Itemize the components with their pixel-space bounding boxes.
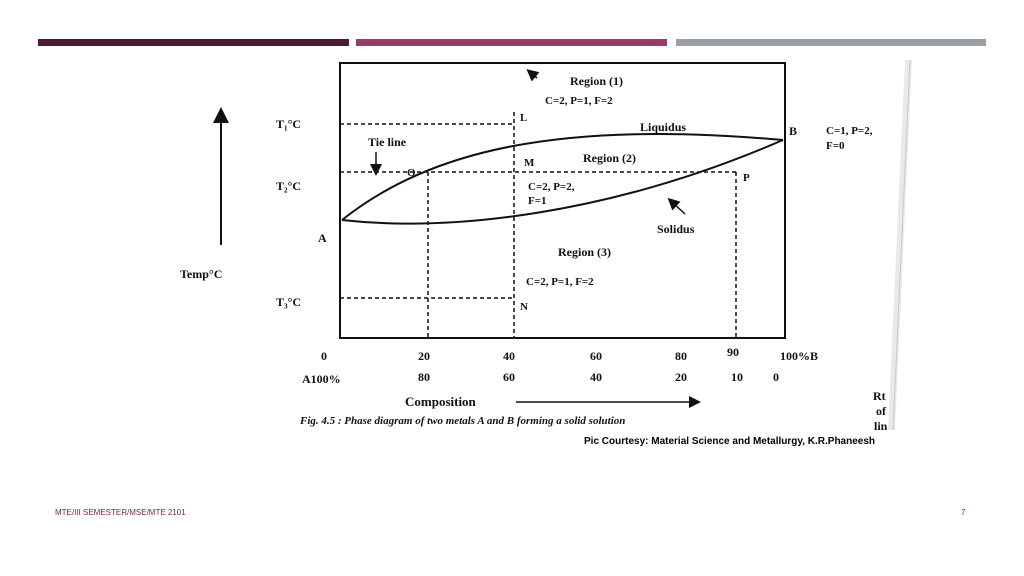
picture-courtesy: Pic Courtesy: Material Science and Metallurgy, K.R.Phaneesh	[584, 436, 876, 447]
paper-edge-line	[893, 60, 910, 430]
paper-edge	[888, 60, 912, 430]
point-a-label: A	[318, 231, 327, 245]
region1-pointer	[531, 73, 537, 78]
margin-text-3: lin	[874, 419, 888, 433]
tick-a-100: A100%	[302, 372, 341, 386]
tick-a-0: 0	[773, 370, 779, 384]
tick-a-20: 20	[675, 370, 687, 384]
region1-params: C=2, P=1, F=2	[545, 95, 613, 107]
tick-b-90: 90	[727, 345, 739, 359]
region1-title: Region (1)	[570, 74, 623, 88]
footer-course: MTE/III SEMESTER/MSE/MTE 2101	[55, 508, 186, 517]
region3-params: C=2, P=1, F=2	[526, 276, 594, 288]
point-o-label: O	[407, 167, 416, 179]
region2-params-1: C=2, P=2,	[528, 181, 575, 193]
figure-caption: Fig. 4.5 : Phase diagram of two metals A and B forming a solid solution	[300, 415, 626, 427]
region3-title: Region (3)	[558, 245, 611, 259]
region2-title: Region (2)	[583, 151, 636, 165]
y-axis-label: Temp°C	[180, 267, 223, 281]
tick-b-20: 20	[418, 349, 430, 363]
tick-b-60: 60	[590, 349, 602, 363]
point-b-params-1: C=1, P=2,	[826, 125, 873, 137]
point-b-params-2: F=0	[826, 140, 845, 152]
tick-a-80: 80	[418, 370, 430, 384]
solidus-pointer	[672, 202, 685, 214]
tick-a-10: 10	[731, 370, 743, 384]
point-n-label: N	[520, 301, 528, 313]
point-b-label: B	[789, 124, 798, 138]
tick-b-100: 100%B	[780, 349, 819, 363]
tick-b-0: 0	[321, 349, 327, 363]
tie-line-label: Tie line	[368, 135, 407, 149]
margin-text-2: of	[876, 404, 886, 418]
liquidus-label: Liquidus	[640, 120, 687, 134]
point-m-label: M	[524, 157, 535, 169]
temperature-t1: T₁°C	[276, 117, 302, 131]
tick-b-80: 80	[675, 349, 687, 363]
solidus-label: Solidus	[657, 222, 695, 236]
point-p-label: P	[743, 172, 750, 184]
point-l-label: L	[520, 112, 528, 124]
tick-a-40: 40	[590, 370, 602, 384]
tick-a-60: 60	[503, 370, 515, 384]
temperature-t2: T₂°C	[276, 179, 302, 193]
tick-b-40: 40	[503, 349, 515, 363]
margin-text-1: Rt	[873, 389, 886, 403]
region2-params-2: F=1	[528, 195, 547, 207]
x-axis-title: Composition	[405, 394, 476, 409]
footer-page-number: 7	[961, 508, 966, 517]
temperature-t3: T₃°C	[276, 295, 302, 309]
